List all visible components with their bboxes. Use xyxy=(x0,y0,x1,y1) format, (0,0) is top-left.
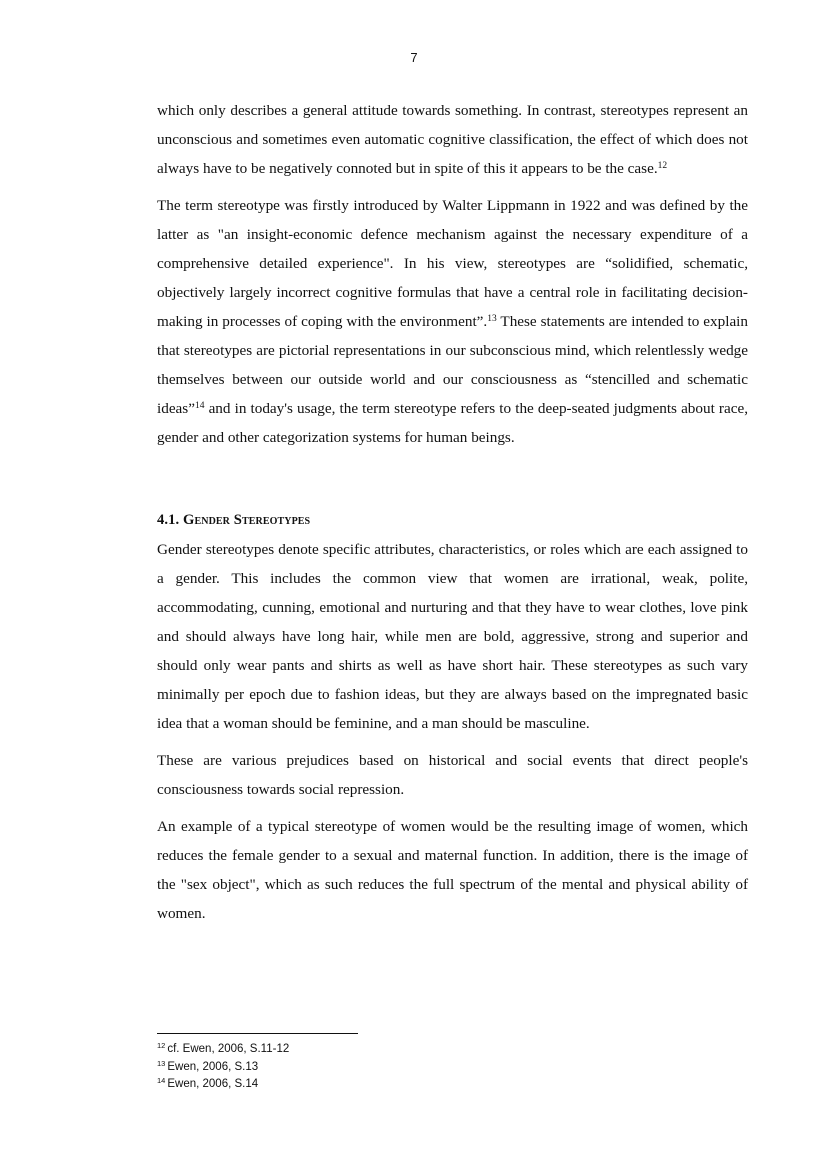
paragraph-3: Gender stereotypes denote specific attributes, characteristics, or roles which are each assigned to a gender. This includes the common view that women are irrational, weak, polite, accommodating, cunning, emotional and nurturing and that they have to wear clothes, love pink and should always have long hair, while men are bold, aggressive, strong and superior and should only wear pants and shirts as well as have short hair. These stereotypes as such vary minimally per epoch due to fashion ideas, but they are always based on the impregnated basic idea that a woman should be feminine, and a man should be masculine. xyxy=(157,541,748,732)
footnotes xyxy=(157,1041,289,1094)
page-number: 7 xyxy=(410,50,418,65)
footnote-14 xyxy=(157,1076,289,1094)
paragraph-2-text-a: The term stereotype was firstly introduced by Walter Lippmann in 1922 and was defined by the latter as "an insight-economic defence mechanism against the necessary expenditure of a comprehensive detailed experience". In his view, stereotypes are “solidified, schematic, objectively largely incorrect cognitive formulas that have a central role in facilitating decision-making in processes of coping with the environment”. xyxy=(157,197,748,330)
footnote-text: cf. Ewen, 2006, S.11-12 xyxy=(167,1043,290,1055)
footnote-ref-13: 13 xyxy=(487,314,497,324)
footnote-number: 13 xyxy=(157,1058,166,1068)
footnote-text: Ewen, 2006, S.13 xyxy=(167,1060,259,1073)
footnote-divider xyxy=(157,1033,358,1034)
footnote-12 xyxy=(157,1041,289,1059)
footnote-text: Ewen, 2006, S.14 xyxy=(167,1078,259,1090)
body-text xyxy=(157,96,748,936)
footnote-ref-12: 12 xyxy=(657,161,668,171)
paragraph-2 xyxy=(157,191,748,452)
section-number: 4.1. xyxy=(157,512,180,528)
footnote-13 xyxy=(157,1059,289,1077)
paragraph-2-text-c: and in today's usage, the term stereotype refers to the deep-seated judgments about race, gender and other categorization systems for human beings. xyxy=(157,400,748,446)
section-heading xyxy=(157,506,748,535)
paragraph-5: An example of a typical stereotype of women would be the resulting image of women, which reduces the female gender to a sexual and maternal function. In addition, there is the image of the "sex object", which as such reduces the full spectrum of the mental and physical ability of women. xyxy=(157,818,748,922)
footnote-ref-14: 14 xyxy=(194,401,205,411)
paragraph-2-text-b: These statements are intended to explain that stereotypes are pictorial representations in our subconscious mind, which relentlessly wedge themselves between our outside world and our consciousness as “stencilled and schematic ideas” xyxy=(157,313,748,417)
paragraph-1 xyxy=(157,96,748,183)
section-title: Gender Stereotypes xyxy=(183,512,311,528)
footnote-number: 12 xyxy=(157,1041,166,1050)
paragraph-1-text: which only describes a general attitude towards something. In contrast, stereotypes represent an unconscious and sometimes even automatic cognitive classification, the effect of which does not always have to be negatively connoted but in spite of this it appears to be the case. xyxy=(157,102,748,177)
paragraph-4: These are various prejudices based on historical and social events that direct people's consciousness towards social repression. xyxy=(157,752,748,798)
footnote-number: 14 xyxy=(157,1076,166,1085)
